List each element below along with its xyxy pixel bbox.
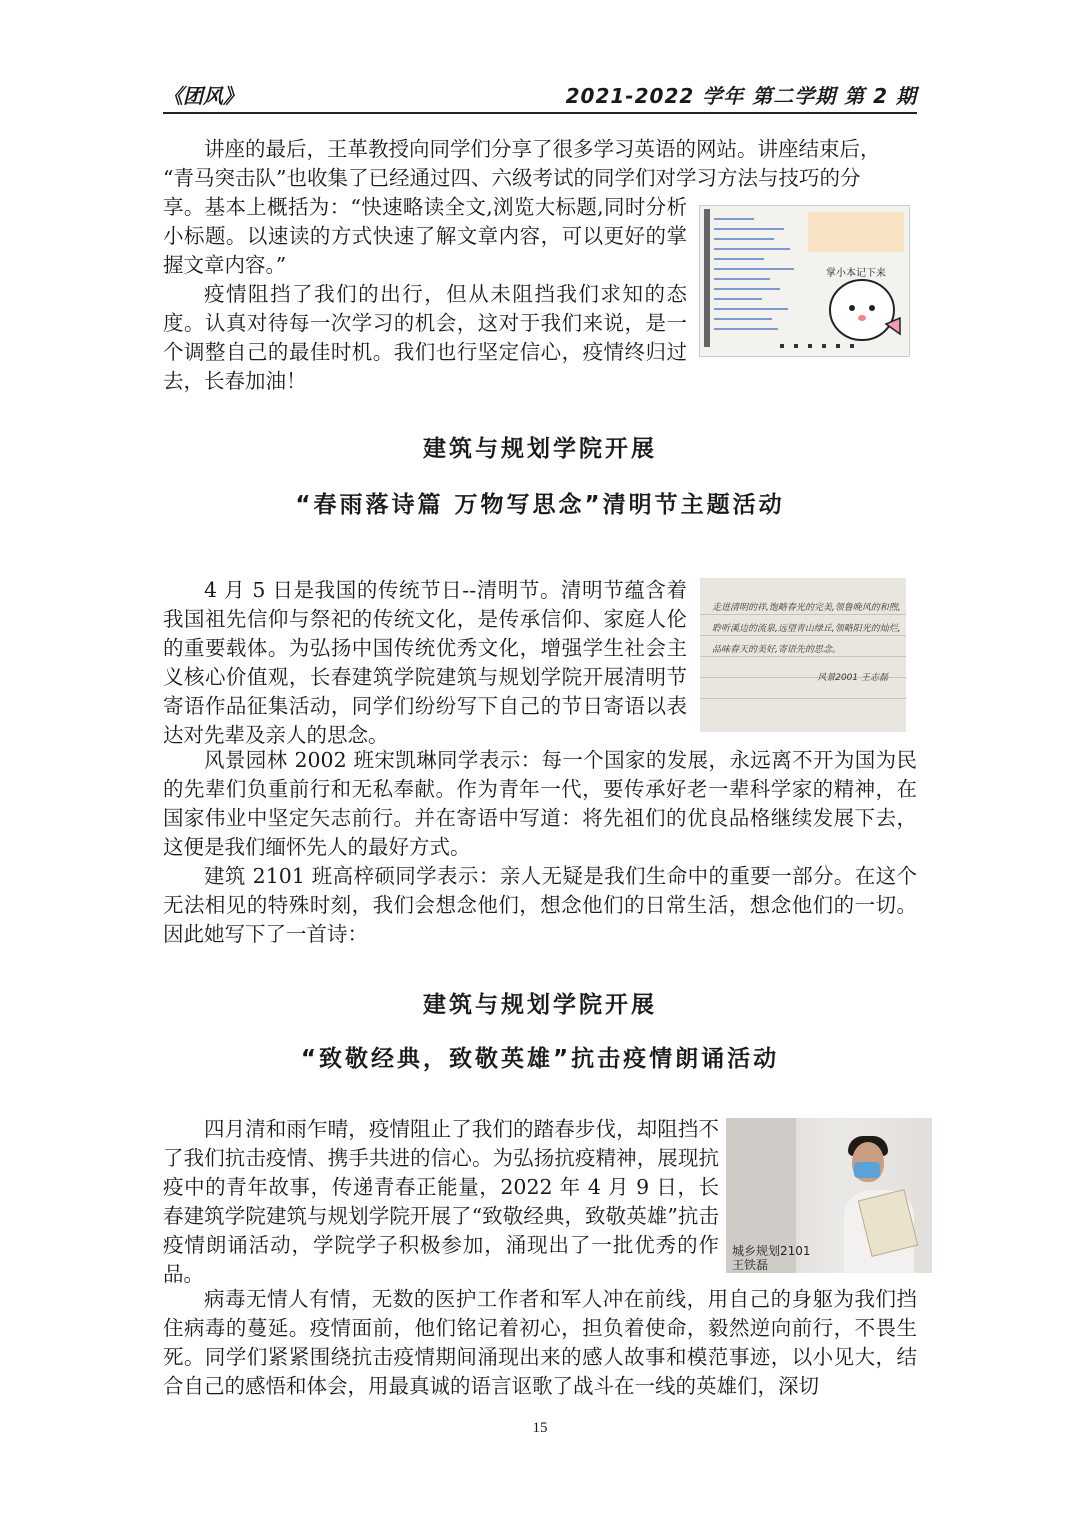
paragraph-heroes: 病毒无情人有情，无数的医护工作者和军人冲在前线，用自己的身躯为我们挡住病毒的蔓延。疫情面前，他们铭记着初心，担负着使命，毅然逆向前行，不畏生死。同学们紧紧围绕抗击疫情期间涌现出来的感人故事和模范事迹，以小见大，结合自己的感悟和体会，用最真诚的语言讴歌了战斗在一线的英雄们，深切 xyxy=(163,1287,917,1398)
paragraph-gao-zishuo: 建筑 2101 班高梓硕同学表示：亲人无疑是我们生命中的重要一部分。在这个无法相见的特殊时刻，我们会想念他们，想念他们的日常生活，想念他们的一切。因此她写下了一首诗： xyxy=(163,864,917,946)
paragraph-lecture-line2: “青马突击队”也收集了已经通过四、六级考试的同学们对学习方法与技巧的分 xyxy=(163,166,861,190)
issue-info: 2021-2022 学年 第二学期 第 2 期 xyxy=(565,84,917,108)
website-list-screenshot xyxy=(699,205,910,357)
page-number: 15 xyxy=(532,1420,548,1436)
paragraph-song-kailin: 风景园林 2002 班宋凯琳同学表示：每一个国家的发展，永远离不开为国为民的先辈们负重前行和无私奉献。作为青年一代，要传承好老一辈科学家的精神，在国家伟业中坚定矢志前行。并在寄语中写道：将先祖们的优良品格继续发展下去，这便是我们缅怀先人的最好方式。 xyxy=(163,748,917,859)
page-header xyxy=(163,78,917,110)
paragraph-qingming: 4 月 5 日是我国的传统节日--清明节。清明节蕴含着我国祖先信仰与祭祀的传统文化，是传承信仰、家庭人伦的重要载体。为弘扬中国传统优秀文化，增强学生社会主义核心价值观，长春建筑学院建筑与规划学院开展清明节寄语作品征集活动，同学们纷纷写下自己的节日寄语以表达对先辈及亲人的思念。 xyxy=(163,578,687,747)
paragraph-epidemic: 疫情阻挡了我们的出行，但从未阻挡我们求知的态度。认真对待每一次学习的机会，这对于我们来说，是一个调整自己的最佳时机。我们也行坚定信心，疫情终归过去，长春加油！ xyxy=(163,282,687,393)
journal-name: 《团风》 xyxy=(163,84,243,108)
paragraph-recitation: 四月清和雨乍晴，疫情阻止了我们的踏春步伐，却阻挡不了我们抗击疫情、携手共进的信心。为弘扬抗疫精神，展现抗疫中的青年故事，传递青春正能量，2022 年 4 月 9 日，长春建筑学院建筑与规划学院开展了“致敬经典，致敬英雄”抗击疫情朗诵活动，学院学子积极参加，涌现出了一批优秀的作品。 xyxy=(163,1117,719,1286)
student-reading-photo xyxy=(726,1118,932,1273)
screenshot-caption: 掌小本记下来 xyxy=(826,268,886,279)
header-rule xyxy=(163,112,917,114)
paragraph-lecture-line1: 讲座的最后，王革教授向同学们分享了很多学习英语的网站。讲座结束后， xyxy=(204,137,881,161)
photo-caption-class: 城乡规划2101 xyxy=(732,1244,811,1258)
handwriting-text: 走进清明的祥,饱略春光的完美,领鲁晚风的和煦,聆听溪边的流泉,远望青山绿丘,领略阳光的灿烂,品味春天的美好,寄语先的思念。 xyxy=(712,603,901,655)
section3-title-line2: “致敬经典，致敬英雄”抗击疫情朗诵活动 xyxy=(300,1046,780,1072)
photo-caption-name: 王铁磊 xyxy=(732,1258,769,1272)
handwritten-message-photo xyxy=(700,578,906,732)
handwriting-signature: 风景2001 王志磊 xyxy=(817,673,888,683)
paragraph-lecture-rest: 享。基本上概括为：“快速略读全文,浏览大标题,同时分析小标题。以速读的方式快速了解文章内容，可以更好的掌握文章内容。” xyxy=(163,195,687,277)
section2-title-line2: “春雨落诗篇 万物写思念”清明节主题活动 xyxy=(295,492,785,518)
section3-title-line1: 建筑与规划学院开展 xyxy=(423,992,657,1018)
section2-title-line1: 建筑与规划学院开展 xyxy=(423,436,657,462)
